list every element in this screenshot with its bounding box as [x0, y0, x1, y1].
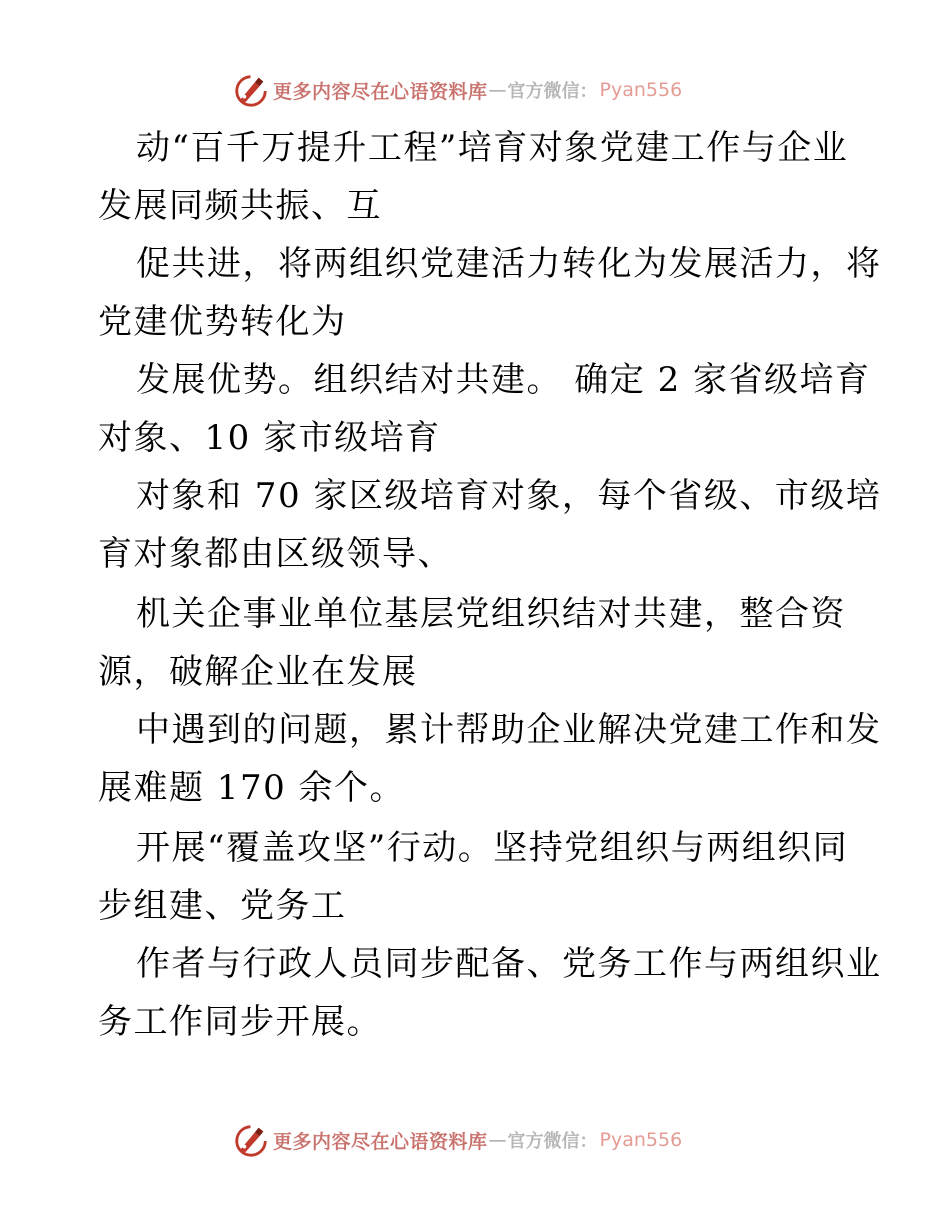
- paragraph-line: 展难题 170 余个。: [98, 768, 406, 808]
- wechat-id: Pyan556: [599, 79, 683, 101]
- promo-text: 更多内容尽在心语资料库: [273, 1130, 488, 1153]
- paragraph-line: 机关企事业单位基层党组织结对共建，整合资: [136, 594, 846, 634]
- paragraph-line: 促共进，将两组织党建活力转化为发展活力，将: [136, 244, 882, 284]
- footer-banner: [232, 1120, 722, 1160]
- paragraph-line: 步组建、党务工: [98, 886, 347, 926]
- wechat-label: 官方微信：: [507, 81, 598, 102]
- banner-separator: —: [488, 1129, 507, 1151]
- pen-logo-icon: [232, 1121, 270, 1159]
- wechat-id: Pyan556: [599, 1129, 683, 1151]
- banner-separator: —: [488, 79, 507, 101]
- paragraph-line: 对象、10 家市级培育: [98, 418, 441, 458]
- paragraph-line: 育对象都由区级领导、: [98, 534, 453, 574]
- paragraph-line: 开展“覆盖攻坚”行动。坚持党组织与两组织同: [136, 828, 849, 868]
- paragraph-line: 源，破解企业在发展: [98, 652, 418, 692]
- promo-text: 更多内容尽在心语资料库: [273, 80, 488, 103]
- paragraph-line: 发展同频共振、互: [98, 186, 382, 226]
- paragraph-line: 党建优势转化为: [98, 302, 347, 342]
- paragraph-line: 务工作同步开展。: [98, 1002, 382, 1042]
- paragraph-line: 中遇到的问题，累计帮助企业解决党建工作和发: [136, 710, 882, 750]
- wechat-label: 官方微信：: [507, 1131, 598, 1152]
- paragraph-line: 作者与行政人员同步配备、党务工作与两组织业: [136, 944, 882, 984]
- paragraph-line: 动“百千万提升工程”培育对象党建工作与企业: [136, 128, 849, 168]
- paragraph-line: 发展优势。组织结对共建。 确定 2 家省级培育: [136, 360, 871, 400]
- paragraph-line: 对象和 70 家区级培育对象，每个省级、市级培: [136, 476, 882, 516]
